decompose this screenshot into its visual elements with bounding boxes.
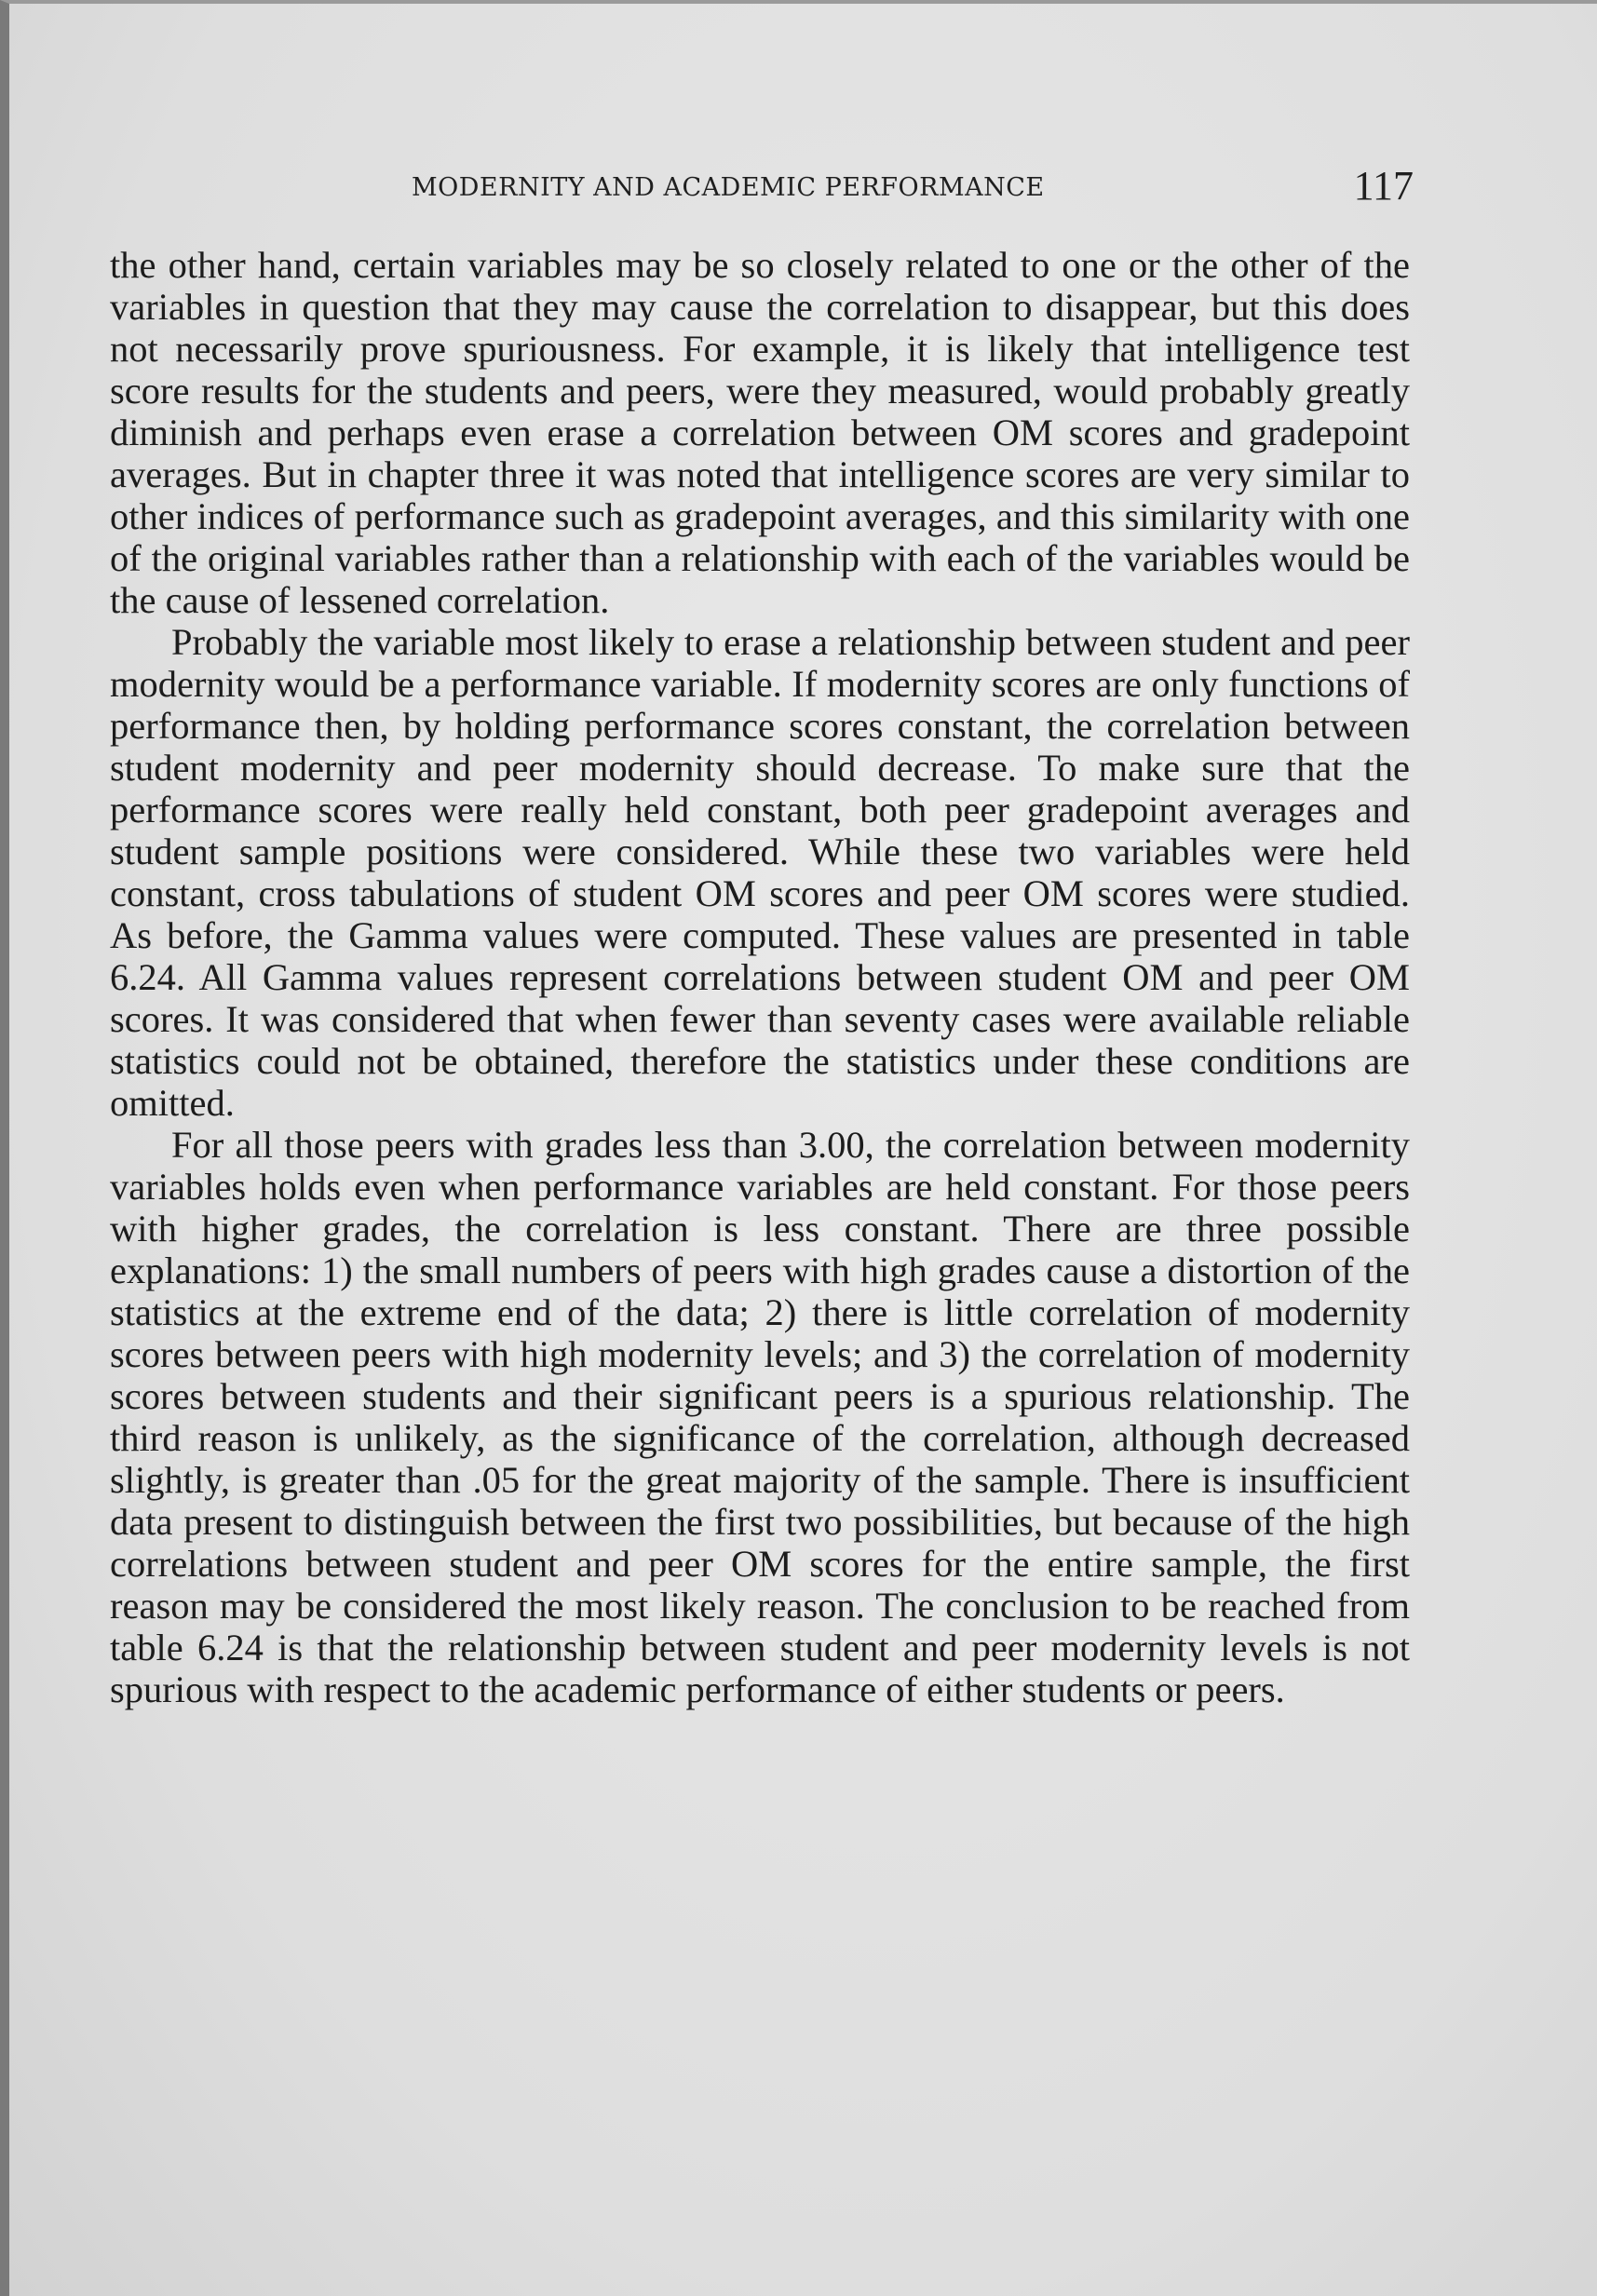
page-header [110, 160, 1414, 216]
body-text [110, 244, 1410, 1710]
page-number: 117 [1353, 163, 1414, 209]
paragraph-continuation: the other hand, certain variables may be so closely related to one or the other of the variables in question that they may cause the correlation to disappear, but this does not necessarily prove spuriousness. For example, it is likely that intelligence test score results for the students and peers, were they measured, would probably greatly diminish and perhaps even erase a correlation between OM scores and gradepoint averages. But in chapter three it was noted that intelligence scores are very similar to other indices of performance such as gradepoint averages, and this similarity with one of the original variables rather than a relationship with each of the variables would be the cause of lessened correlation. [110, 244, 1410, 621]
paragraph-explanations: For all those peers with grades less than 3.00, the correlation between modernity variables holds even when performance variables are held constant. For those peers with higher grades, the correlation is less constant. There are three possible explanations: 1) the small numbers of peers with high grades cause a distortion of the statistics at the extreme end of the data; 2) there is little correlation of modernity scores between peers with high modernity levels; and 3) the correlation of modernity scores between students and their significant peers is a spurious relationship. The third reason is unlikely, as the significance of the correlation, although decreased slightly, is greater than .05 for the great majority of the sample. There is insufficient data present to distinguish between the first two possibilities, but because of the high correlations between student and peer OM scores for the entire sample, the first reason may be considered the most likely reason. The conclusion to be reached from table 6.24 is that the relationship between student and peer modernity levels is not spurious with respect to the academic performance of either students or peers. [110, 1124, 1410, 1710]
running-head: MODERNITY AND ACADEMIC PERFORMANCE [412, 173, 1045, 202]
paragraph-performance-variable: Probably the variable most likely to erase a relationship between student and peer modernity would be a performance variable. If modernity scores are only functions of performance then, by holding performance scores constant, the correlation between student modernity and peer modernity should decrease. To make sure that the performance scores were really held constant, both peer gradepoint averages and student sample positions were considered. While these two variables were held constant, cross tabulations of student OM scores and peer OM scores were studied. As before, the Gamma values were computed. These values are presented in table 6.24. All Gamma values represent correlations between student OM and peer OM scores. It was considered that when fewer than seventy cases were available reliable statistics could not be obtained, therefore the statistics under these conditions are omitted. [110, 621, 1410, 1124]
